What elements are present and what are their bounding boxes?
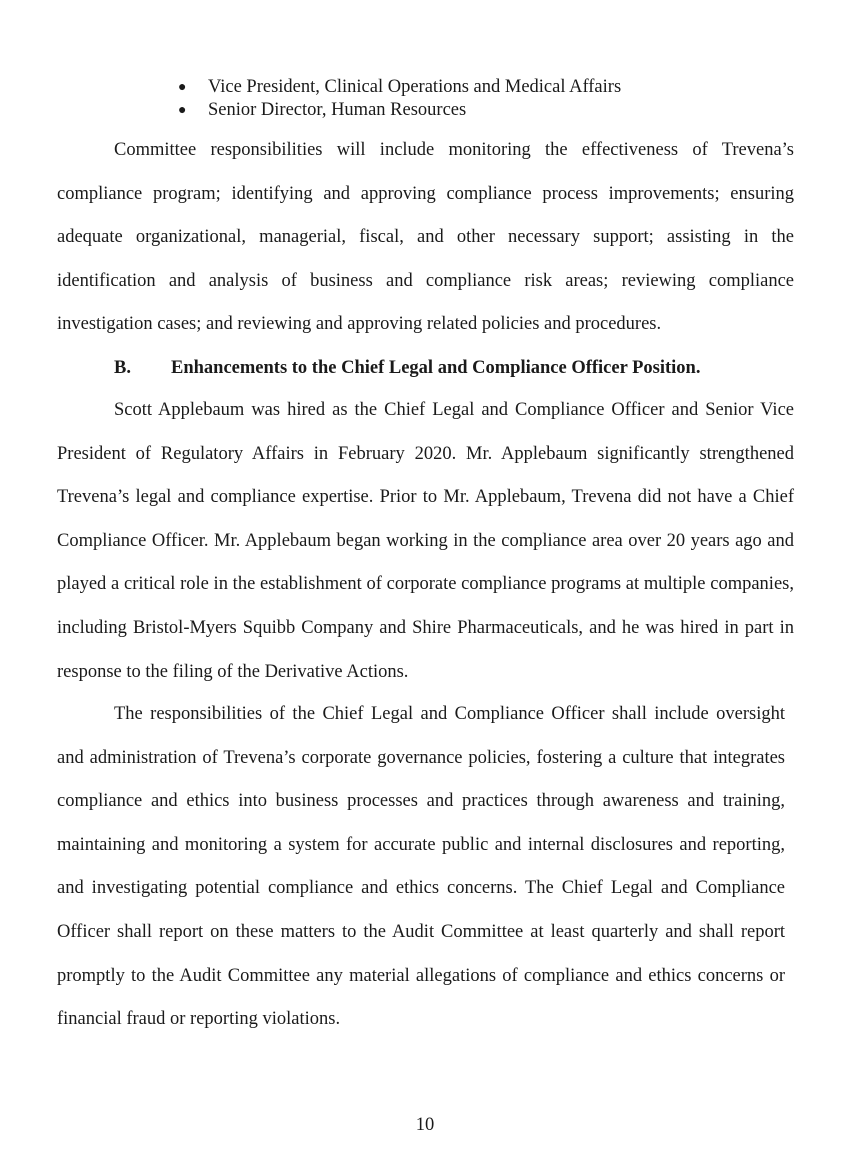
section-title: Enhancements to the Chief Legal and Compliance Officer Position. [171, 358, 701, 378]
list-item [178, 99, 621, 122]
list-item-text: Senior Director, Human Resources [208, 100, 467, 120]
list-item [178, 76, 621, 99]
list-item-text: Vice President, Clinical Operations and Medical Affairs [208, 77, 622, 97]
officer-responsibilities-paragraph: The responsibilities of the Chief Legal and Compliance Officer shall include oversight and administration of Trevena’s corporate governance policies, fostering a culture that integrates compliance and ethics into business processes and practices through awareness and training, maintaining and monitoring a system for accurate public and internal disclosures and reporting, and investigating potential compliance and ethics concerns. The Chief Legal and Compliance Officer shall report on these matters to the Audit Committee at least quarterly and shall report promptly to the Audit Committee any material allegations of compliance and ethics concerns or financial fraud or reporting violations. [57, 704, 785, 1030]
applebaum-paragraph: Scott Applebaum was hired as the Chief Legal and Compliance Officer and Senior Vice President of Regulatory Affairs in February 2020. Mr. Applebaum significantly strengthened Trevena’s legal and compliance expertise. Prior to Mr. Applebaum, Trevena did not have a Chief Compliance Officer. Mr. Applebaum began working in the compliance area over 20 years ago and played a critical role in the establishment of corporate compliance programs at multiple companies, including Bristol-Myers Squibb Company and Shire Pharmaceuticals, and he was hired in part in response to the filing of the Derivative Actions. [57, 400, 794, 682]
bullet-list [178, 76, 621, 122]
page-number: 10 [415, 1115, 435, 1135]
committee-responsibilities-paragraph: Committee responsibilities will include monitoring the effectiveness of Trevena’s compliance program; identifying and approving compliance process improvements; ensuring adequate organizational, managerial, fiscal, and other necessary support; assisting in the identification and analysis of business and compliance risk areas; reviewing compliance investigation cases; and reviewing and approving related policies and procedures. [57, 140, 794, 335]
section-letter: B. [114, 358, 131, 378]
bullet-icon: ● [178, 80, 187, 95]
section-heading [114, 356, 700, 380]
bullet-icon: ● [178, 103, 187, 118]
